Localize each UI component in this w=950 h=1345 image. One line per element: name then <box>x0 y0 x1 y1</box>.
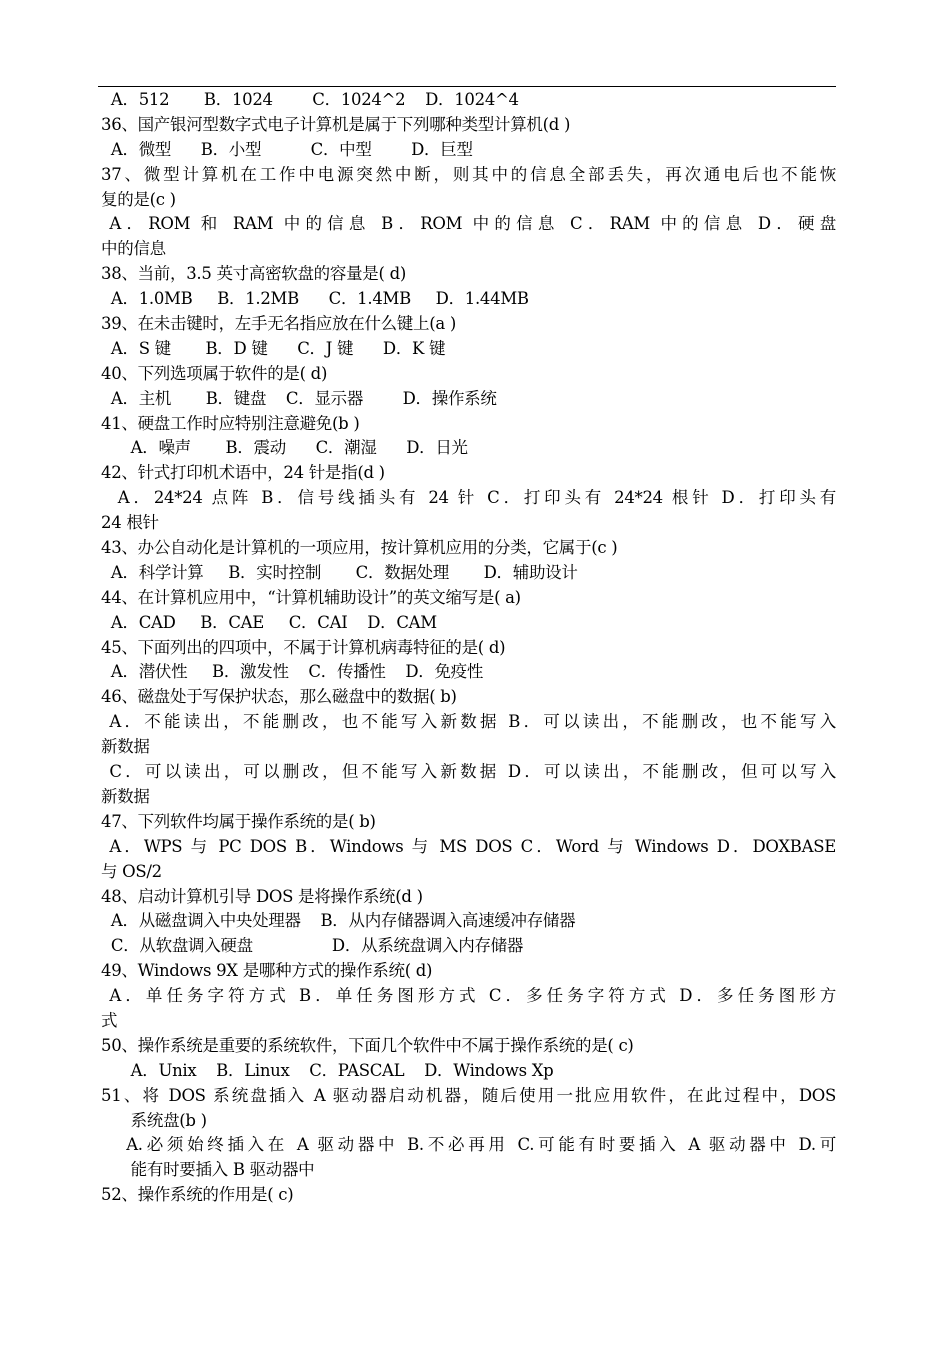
text-line: 系统盘(b ) <box>101 1110 207 1130</box>
text-line: 中的信息 <box>101 239 166 259</box>
text-line: A．主机 B．键盘 C．显示器 D．操作系统 <box>101 388 497 408</box>
text-line: 47、下列软件均属于操作系统的是( b) <box>101 811 376 831</box>
text-line: 新数据 <box>101 737 150 757</box>
text-line: 48、启动计算机引导 DOS 是将操作系统(d ) <box>101 886 423 906</box>
text-line: A．CAD B．CAE C．CAI D．CAM <box>101 612 437 632</box>
text-line: A．从磁盘调入中央处理器 B．从内存储器调入高速缓冲存储器 <box>101 911 576 931</box>
text-line: C．可以读出，可以删改，但不能写入新数据 D．可以读出，不能删改，但可以写入 <box>109 762 836 782</box>
text-line: 44、在计算机应用中，“计算机辅助设计”的英文缩写是( a) <box>101 587 521 607</box>
text-line: 52、操作系统的作用是( c) <box>101 1185 294 1205</box>
text-line: 39、在未击键时，左手无名指应放在什么键上(a ) <box>101 314 456 334</box>
text-line: 46、磁盘处于写保护状态，那么磁盘中的数据( b) <box>101 687 457 707</box>
text-line: 新数据 <box>101 786 150 806</box>
text-line: 45、下面列出的四项中，不属于计算机病毒特征的是( d) <box>101 637 506 657</box>
text-line: A.必须始终插入在 A 驱动器中 B.不必再用 C.可能有时要插入 A 驱动器中 D.可 <box>126 1135 836 1155</box>
text-line: 式 <box>101 1010 118 1030</box>
text-line: 40、下列选项属于软件的是( d) <box>101 363 328 383</box>
text-line: A．S 键 B．D 键 C．J 键 D．K 键 <box>101 338 446 358</box>
text-line: A．512 B．1024 C．1024^2 D．1024^4 <box>101 90 519 109</box>
text-line: A．科学计算 B．实时控制 C．数据处理 D．辅助设计 <box>101 562 578 582</box>
text-line: 36、国产银河型数字式电子计算机是属于下列哪种类型计算机(d ) <box>101 114 571 134</box>
text-line: A．Unix B．Linux C．PASCAL D．Windows Xp <box>101 1060 554 1080</box>
text-line: A．1.0MB B．1.2MB C．1.4MB D．1.44MB <box>101 289 529 309</box>
text-line: C．从软盘调入硬盘 D．从系统盘调入内存储器 <box>101 936 524 956</box>
text-line: 能有时要插入 B 驱动器中 <box>101 1160 315 1180</box>
text-line: 复的是(c ) <box>101 189 176 209</box>
text-line: 与 OS/2 <box>101 861 162 881</box>
question-list <box>101 88 836 1208</box>
header-rule <box>98 86 836 87</box>
text-line: 41、硬盘工作时应特别注意避免(b ) <box>101 413 360 433</box>
text-line: A．单任务字符方式 B．单任务图形方式 C．多任务字符方式 D．多任务图形方 <box>109 986 836 1006</box>
text-line: 24 根针 <box>101 513 159 533</box>
text-line: 50、操作系统是重要的系统软件，下面几个软件中不属于操作系统的是( c) <box>101 1035 634 1055</box>
text-line: 37、微型计算机在工作中电源突然中断，则其中的信息全部丢失，再次通电后也不能恢 <box>101 164 836 184</box>
text-line: 42、针式打印机术语中，24 针是指(d ) <box>101 463 385 483</box>
text-line: A．微型 B．小型 C．中型 D．巨型 <box>101 139 473 159</box>
text-line: A．ROM 和 RAM 中的信息 B．ROM 中的信息 C．RAM 中的信息 D．硬盘 <box>109 214 836 234</box>
text-line: 43、办公自动化是计算机的一项应用，按计算机应用的分类，它属于(c ) <box>101 538 618 558</box>
text-line: 49、Windows 9X 是哪种方式的操作系统( d) <box>101 961 433 981</box>
text-line: A．潜伏性 B．激发性 C．传播性 D．免疫性 <box>101 662 484 682</box>
text-line: A．24*24 点阵 B．信号线插头有 24 针 C．打印头有 24*24 根针 D．打印头有 <box>117 488 836 508</box>
text-line: A．WPS 与 PC DOS B．Windows 与 MS DOS C．Word 与 Windows D．DOXBASE <box>109 836 836 856</box>
text-line: 51、将 DOS 系统盘插入 A 驱动器启动机器，随后使用一批应用软件，在此过程中，DOS <box>101 1085 836 1105</box>
text-line: 38、当前，3.5 英寸高密软盘的容量是( d) <box>101 264 406 284</box>
text-line: A．不能读出，不能删改，也不能写入新数据 B．可以读出，不能删改，也不能写入 <box>109 712 836 732</box>
text-line: A．噪声 B．震动 C．潮湿 D．日光 <box>101 438 468 458</box>
